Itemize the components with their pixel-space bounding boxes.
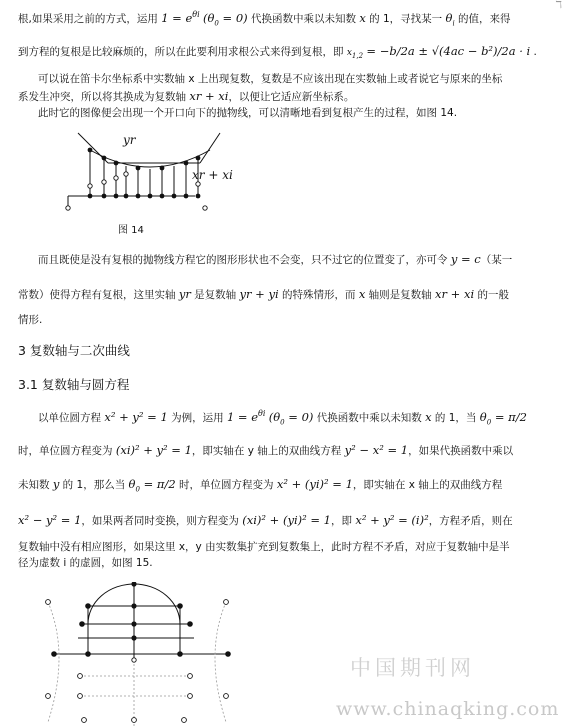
p3-line6: 径为虚数 i 的虚圆，如图 15. [18, 557, 153, 569]
p3-line3: 未知数 y 的 1，那么当 $\theta_0 = \pi/2$ 时，单位圆方程变为 x² + (yi)² = 1，即实轴在 x 轴上的双曲线方程 [18, 477, 503, 494]
p3-line1: 以单位圆方程 x² + y² = 1 为例，运用 $1 = e^{\theta i}$ $(\theta_0 = 0)$ 代换函数中乘以未知数 x 的 1，当 $\theta_0 = \pi/2$ [38, 409, 527, 427]
section-heading-3: 3 复数轴与二次曲线 [18, 343, 130, 358]
p1-line5: 此时它的图像便会出现一个开口向下的抛物线，可以清晰地看到复根产生的过程，如图 14. [38, 107, 458, 119]
fig14-label-xrxi: xr + xi [192, 168, 233, 182]
p1-line4: 系发生冲突，所以将其换成为复数轴 xr + xi，以便让它适应新坐标系。 [18, 89, 355, 103]
fig14-label-yr: yr [123, 133, 136, 147]
p2-line2: 常数）使得方程有复根，这里实轴 yr 是复数轴 yr + yi 的特殊情形，而 x 轴则是复数轴 xr + xi 的一般 [18, 287, 509, 301]
figure-15 [40, 582, 240, 726]
section-heading-3-1: 3.1 复数轴与圆方程 [18, 377, 130, 392]
p1-line1: 根,如果采用之前的方式，运用 $1 = e^{\theta i}$ $(\theta_0 = 0)$ 代换函数中乘以未知数 x 的 1，寻找某一 $\theta_i$ 的值，来得 [18, 10, 511, 28]
p3-line5: 复数轴中没有相应图形，如果这里 x，y 由实数集扩充到复数集上，此时方程不矛盾，对应于复数轴中是半 [18, 541, 510, 553]
p2-line3: 情形. [18, 314, 43, 326]
p2-line1: 而且既使是没有复根的抛物线方程它的图形形状也不会变，只不过它的位置变了，亦可令 y = c（某一 [38, 252, 513, 266]
p1-line3: 可以说在笛卡尔坐标系中实数轴 x 上出现复数，复数是不应该出现在实数轴上或者说它与原来的坐标 [38, 73, 503, 85]
watermark-cn: 中国期刊网 [350, 656, 475, 680]
p3-line4: x² − y² = 1，如果两者同时变换，则方程变为 (xi)² + (yi)² = 1，即 x² + y² = (i)²，方程矛盾，则在 [18, 513, 513, 527]
corner-mark: ℸ [555, 0, 562, 11]
fig14-caption: 图 14 [118, 225, 144, 236]
p3-line2: 时，单位圆方程变为 (xi)² + y² = 1，即实轴在 y 轴上的双曲线方程 y² − x² = 1，如果代换函数中乘以 [18, 443, 514, 457]
p1-line2: 到方程的复根是比较麻烦的，所以在此要利用求根公式来得到复根，即 $x_{1,2} = -b/2a \pm √(4ac - b^2)/2a \cdot i$ . [18, 44, 537, 60]
watermark-url: www.chinaqking.com [336, 698, 560, 720]
